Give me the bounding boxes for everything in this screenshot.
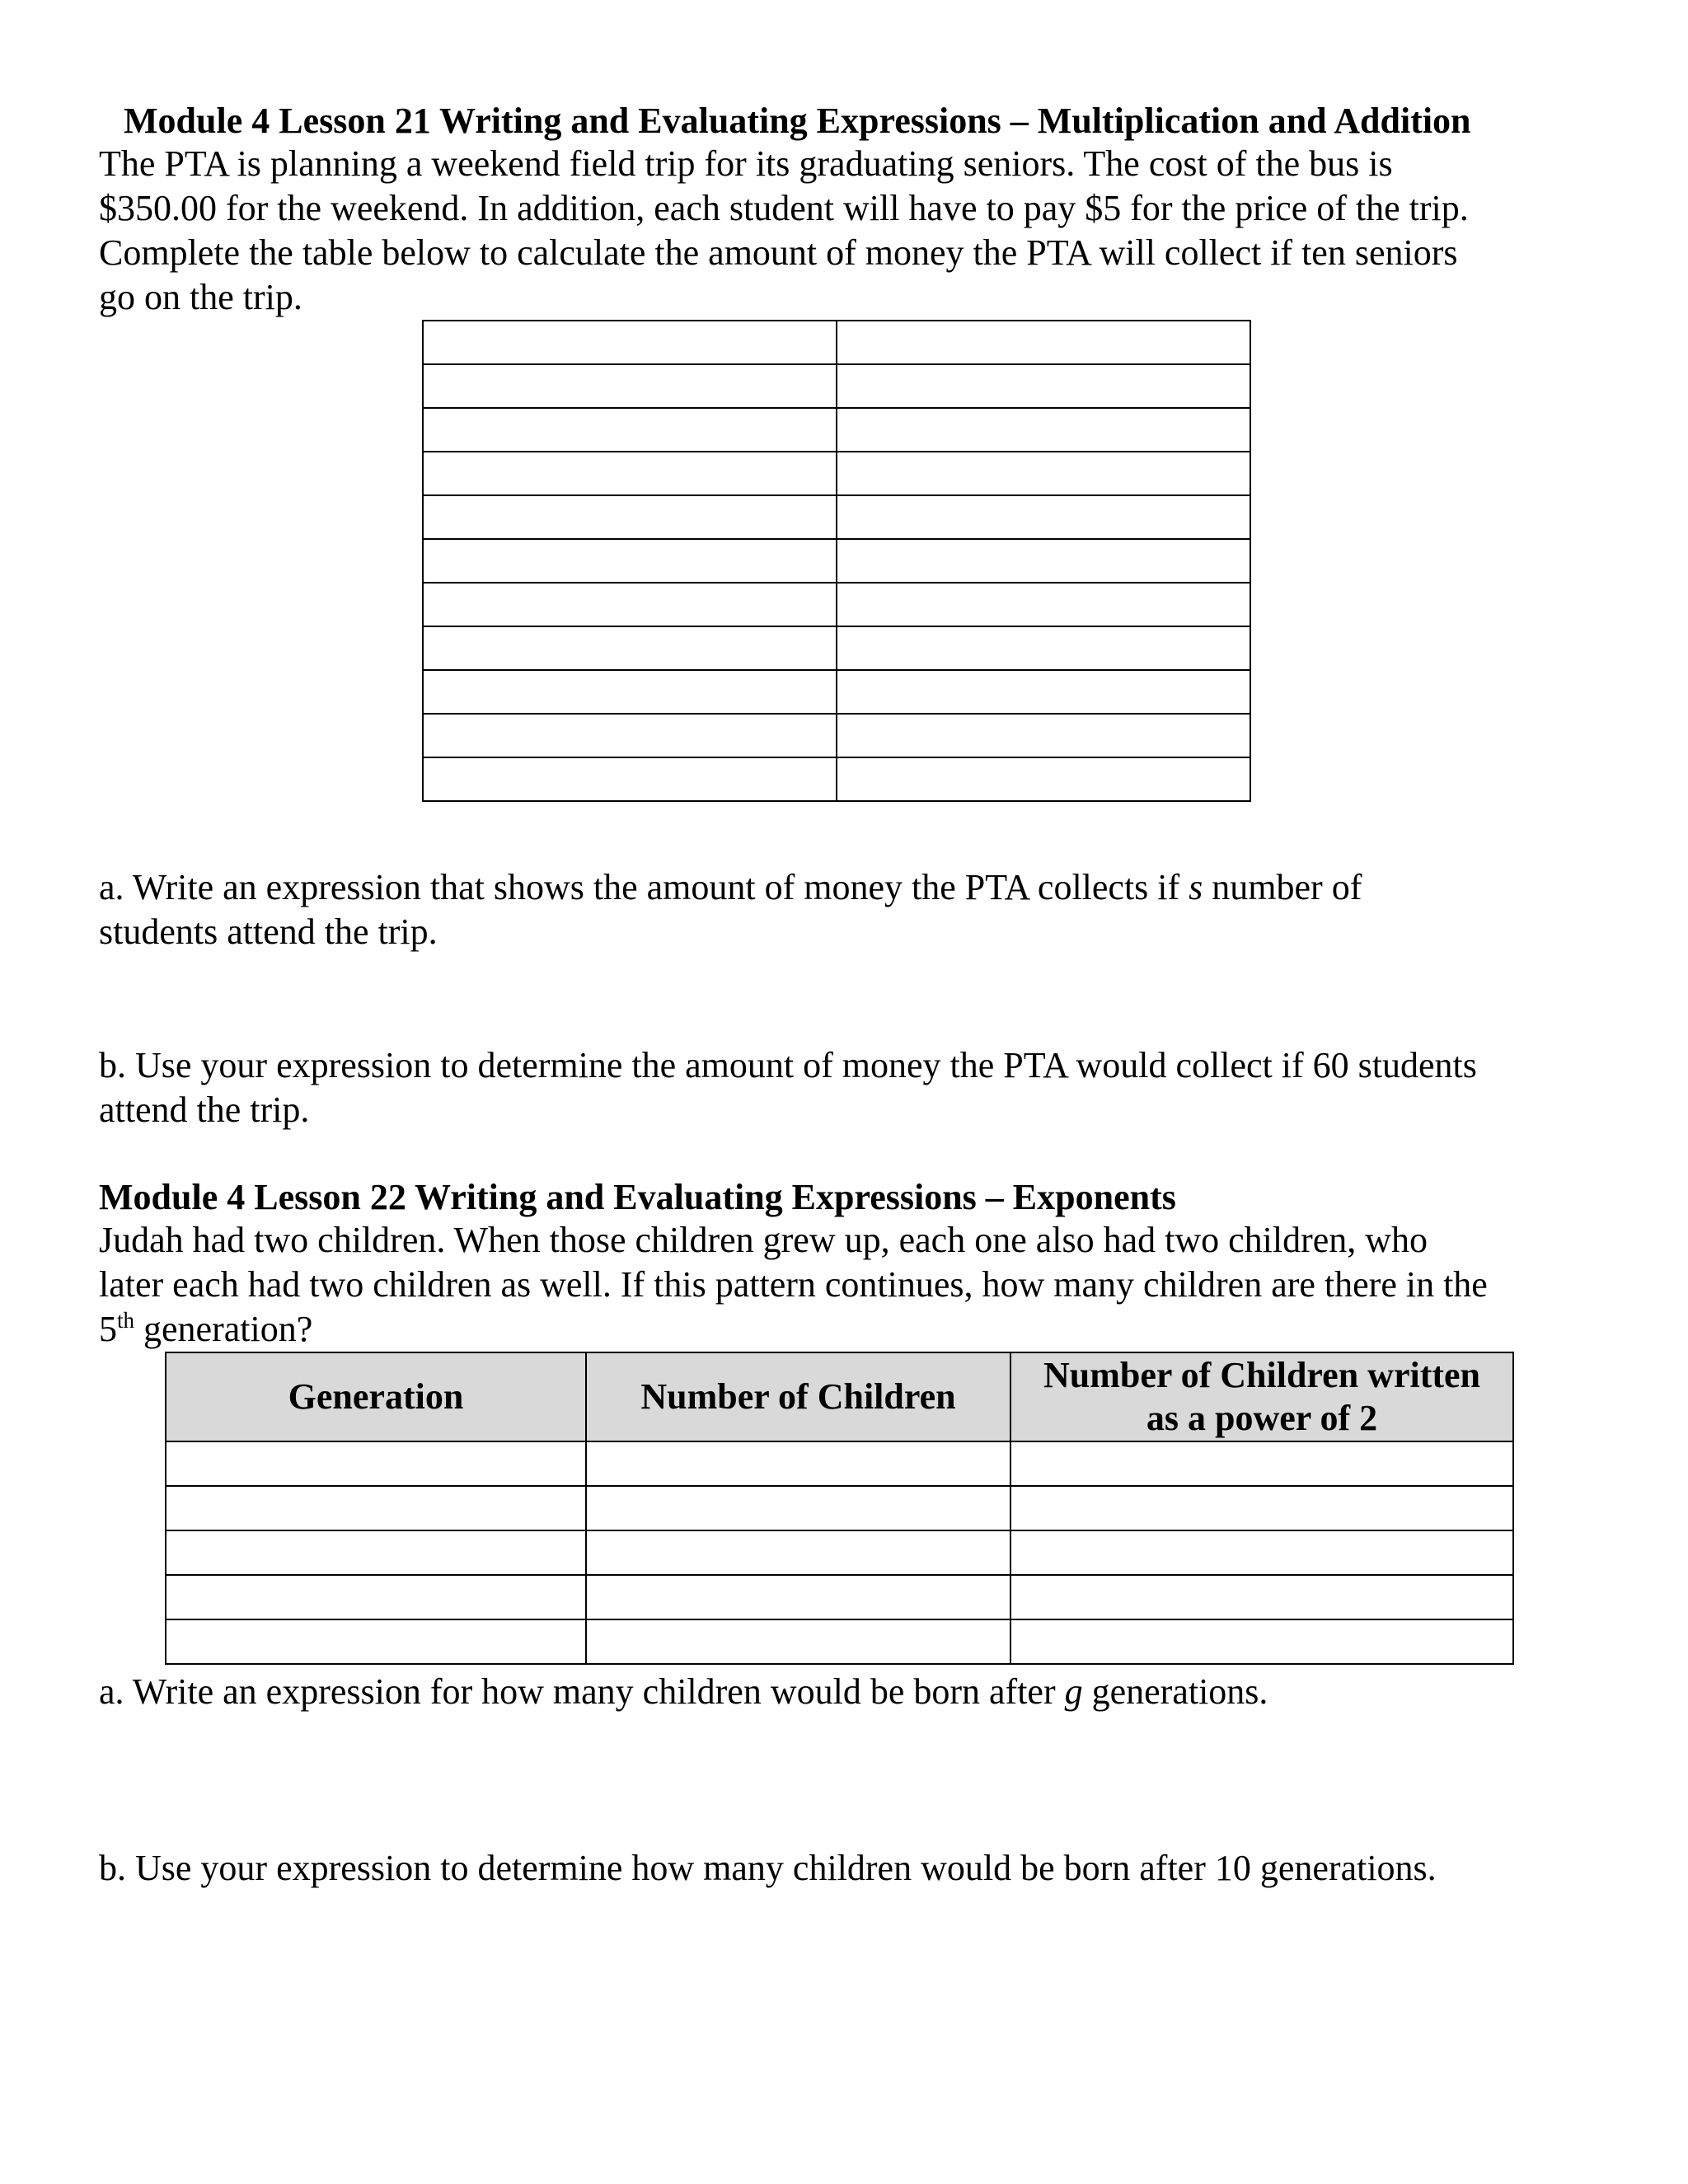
table-cell[interactable] — [423, 583, 837, 626]
table-row — [423, 626, 1250, 670]
table-cell[interactable] — [166, 1486, 586, 1530]
table-cell[interactable] — [166, 1441, 586, 1486]
table-row — [423, 452, 1250, 495]
table-row — [166, 1575, 1513, 1619]
table-cell[interactable] — [837, 408, 1250, 452]
lesson21-question-b-line-2: attend the trip. — [99, 1090, 310, 1130]
table-cell[interactable] — [1010, 1486, 1513, 1530]
table-row — [423, 670, 1250, 714]
table-cell[interactable] — [586, 1619, 1010, 1664]
table-cell[interactable] — [586, 1486, 1010, 1530]
lesson21-intro-line-2: $350.00 for the weekend. In addition, each student will have to pay $5 for the price of the trip. — [99, 188, 1469, 228]
generations-table — [165, 1352, 1514, 1665]
seniors-money-table — [422, 320, 1251, 802]
table-cell[interactable] — [837, 626, 1250, 670]
table-cell[interactable] — [837, 714, 1250, 757]
table-cell[interactable] — [166, 1575, 586, 1619]
table-cell[interactable] — [837, 321, 1250, 364]
table-cell[interactable] — [586, 1530, 1010, 1575]
table-cell[interactable] — [423, 408, 837, 452]
table-cell[interactable] — [1010, 1530, 1513, 1575]
table-row — [166, 1530, 1513, 1575]
table-cell[interactable] — [166, 1530, 586, 1575]
table-row — [423, 539, 1250, 583]
table-row — [166, 1441, 1513, 1486]
table-cell[interactable] — [423, 670, 837, 714]
lesson22-intro-line-3: 5th generation? — [99, 1308, 313, 1349]
table-cell[interactable] — [423, 452, 837, 495]
table-cell[interactable] — [837, 583, 1250, 626]
table-cell[interactable] — [586, 1575, 1010, 1619]
lesson21-question-a-line-1: a. Write an expression that shows the amount of money the PTA collects if s number of — [99, 867, 1362, 907]
table-cell[interactable] — [423, 757, 837, 801]
table-row — [166, 1619, 1513, 1664]
table-row — [423, 757, 1250, 801]
variable-s: s — [1189, 867, 1203, 907]
table-cell[interactable] — [837, 539, 1250, 583]
table-row — [423, 495, 1250, 539]
table-cell[interactable] — [837, 364, 1250, 408]
table-cell[interactable] — [837, 670, 1250, 714]
table-cell[interactable] — [1010, 1619, 1513, 1664]
table-cell[interactable] — [423, 495, 837, 539]
table-header-row — [166, 1352, 1513, 1441]
lesson22-intro-line-1: Judah had two children. When those children grew up, each one also had two children, who — [99, 1220, 1428, 1260]
lesson21-intro-line-3: Complete the table below to calculate the amount of money the PTA will collect if ten seniors — [99, 232, 1458, 273]
table-cell[interactable] — [1010, 1575, 1513, 1619]
table-cell[interactable] — [423, 321, 837, 364]
table-row — [423, 583, 1250, 626]
table-cell[interactable] — [586, 1441, 1010, 1486]
generation-header: Generation — [166, 1352, 586, 1441]
lesson21-question-a-line-2: students attend the trip. — [99, 912, 438, 952]
children-header: Number of Children — [586, 1352, 1010, 1441]
lesson21-intro-line-1: The PTA is planning a weekend field trip for its graduating seniors. The cost of the bus is — [99, 143, 1393, 184]
lesson21-title: Module 4 Lesson 21 Writing and Evaluating Expressions – Multiplication and Addition — [124, 101, 1471, 141]
table-row — [423, 364, 1250, 408]
lesson21-question-b-line-1: b. Use your expression to determine the amount of money the PTA would collect if 60 students — [99, 1045, 1477, 1085]
variable-g: g — [1064, 1671, 1083, 1712]
lesson22-question-b: b. Use your expression to determine how many children would be born after 10 generations. — [99, 1848, 1437, 1888]
lesson22-question-a: a. Write an expression for how many children would be born after g generations. — [99, 1671, 1268, 1712]
table-cell[interactable] — [1010, 1441, 1513, 1486]
table-cell[interactable] — [837, 452, 1250, 495]
table-cell[interactable] — [423, 364, 837, 408]
power-of-2-header: Number of Children written as a power of 2 — [1010, 1352, 1513, 1441]
table-cell[interactable] — [423, 539, 837, 583]
table-cell[interactable] — [837, 757, 1250, 801]
table-row — [423, 714, 1250, 757]
table-cell[interactable] — [423, 714, 837, 757]
table-cell[interactable] — [837, 495, 1250, 539]
table-row — [423, 321, 1250, 364]
lesson22-intro-line-2: later each had two children as well. If this pattern continues, how many children are there in the — [99, 1264, 1488, 1305]
table-row — [423, 408, 1250, 452]
table-row — [166, 1486, 1513, 1530]
lesson22-title: Module 4 Lesson 22 Writing and Evaluating Expressions – Exponents — [99, 1177, 1176, 1217]
table-cell[interactable] — [166, 1619, 586, 1664]
table-cell[interactable] — [423, 626, 837, 670]
lesson21-intro-line-4: go on the trip. — [99, 277, 302, 317]
